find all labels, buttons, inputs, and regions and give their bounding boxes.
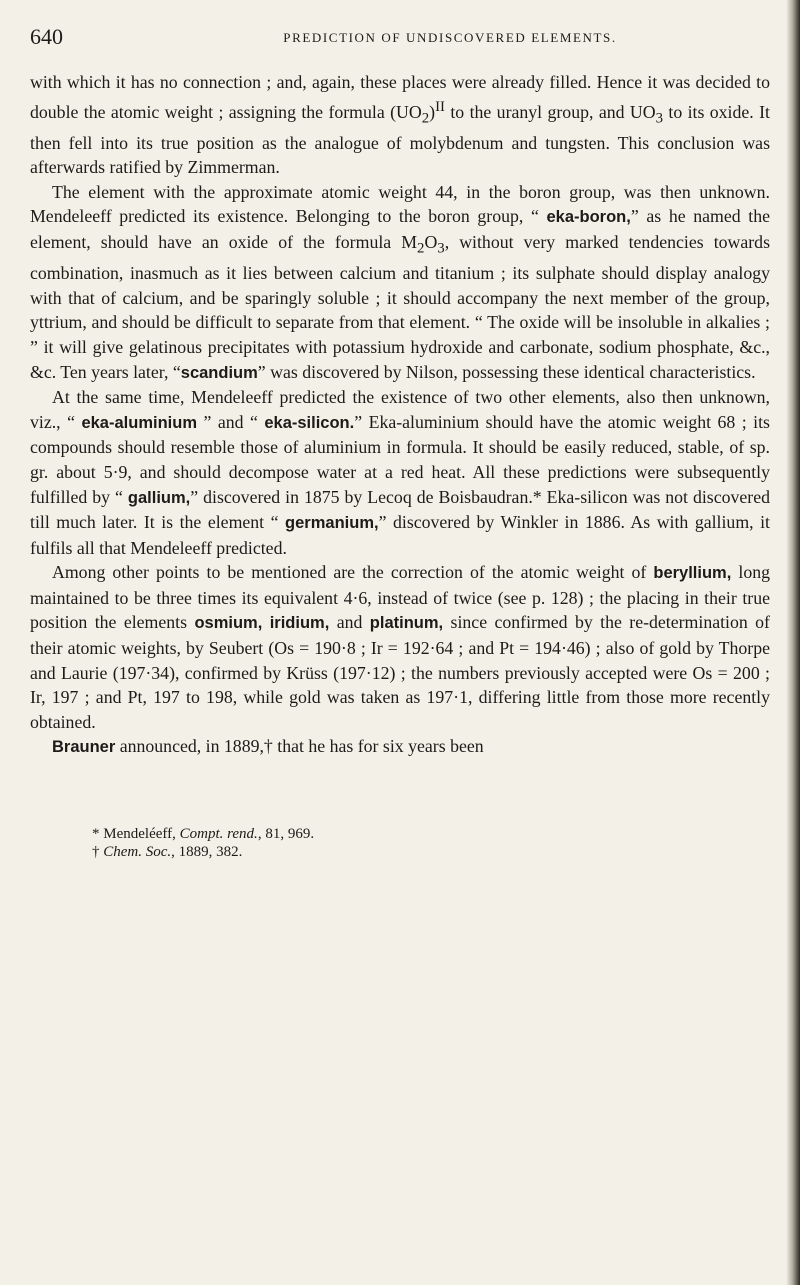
text-run: ” was discovered by Nilson, possessing these identical characteristics.: [257, 361, 756, 382]
text-run: with which it has no connection ; and, again, these places were already filled. Hence it was decided to double the atomic weight ; assigning the formula (UO: [30, 72, 770, 122]
body-text: [30, 70, 770, 760]
text-run: announced, in 1889,† that he has for six years been: [115, 736, 484, 757]
italic-text: Compt. rend.: [179, 826, 258, 842]
footnotes: [30, 825, 770, 861]
subscript: 2: [417, 240, 425, 257]
paragraph: [30, 560, 770, 734]
footnote: [30, 825, 770, 843]
text-run: * Mendeléeff,: [92, 826, 180, 842]
paragraph: [30, 734, 770, 760]
italic-text: Chem. Soc.: [103, 844, 172, 860]
paragraph: [30, 385, 770, 560]
text-run: and: [329, 612, 370, 633]
text-run: long maintained to be three times its equivalent 4·6, instead of twice (see p. 128) ; the placing in their true position the elements: [30, 562, 770, 633]
emphasized-term: eka-aluminium: [81, 413, 197, 432]
text-run: , 81, 969.: [257, 826, 315, 842]
emphasized-term: eka-silicon.: [264, 413, 355, 432]
subscript: 2: [421, 110, 430, 127]
emphasized-term: scandium: [180, 363, 258, 382]
text-run: [262, 612, 269, 632]
page-number: 640: [30, 24, 63, 49]
text-run: ” as he named the element, should have an oxide of the formula M: [30, 206, 770, 253]
emphasized-term: iridium,: [269, 614, 330, 633]
emphasized-term: eka-boron,: [546, 208, 631, 227]
text-run: since confirmed by the re-determination of their atomic weights, by Seubert (Os = 190·8 ; Ir = 192·64 ; and Pt = 194·46) ; also of gold by Thorpe and Laurie (197·34), confirmed by Krüss (197·12) ; the numbers previously accepted were Os = 200 ; Ir, 197 ; and Pt, 197 to 198, while gold was taken as 197·1, differing little from those more recently obtained.: [30, 612, 770, 732]
text-run: ” discovered in 1875 by Lecoq de Boisbaudran.* Eka-silicon was not discovered till much later. It is the element “: [30, 486, 770, 533]
text-run: , 1889, 382.: [171, 844, 243, 860]
text-run: ” Eka-aluminium should have the atomic weight 68 ; its compounds should resemble those of aluminium in formula. It should be easily reduced, stable, of sp. gr. about 5·9, and should decompose water at a red heat. All these predictions were subsequently fulfilled by “: [30, 411, 770, 507]
emphasized-term: osmium,: [194, 614, 263, 633]
text-run: ” and “: [197, 411, 265, 432]
emphasized-term: beryllium,: [653, 564, 732, 583]
subscript: 3: [437, 240, 445, 257]
text-run: to its oxide. It then fell into its true position as the analogue of molybdenum and tungsten. This conclusion was afterwards ratified by Zimmerman.: [30, 101, 770, 178]
page-edge-shadow: [786, 0, 800, 1285]
emphasized-term: Brauner: [52, 738, 116, 757]
text-run: to the uranyl group, and UO: [444, 101, 656, 122]
text-run: O: [424, 232, 438, 253]
paragraph: [30, 70, 770, 180]
text-run: Among other points to be mentioned are the correction of the atomic weight of: [52, 562, 654, 583]
paragraph: [30, 180, 770, 385]
text-run: The element with the approximate atomic weight 44, in the boron group, was then unknown. Mendeleeff predicted its existence. Belonging to the boron group, “: [30, 181, 770, 227]
subscript: 3: [655, 110, 663, 127]
text-run: †: [92, 844, 104, 860]
text-run: At the same time, Mendeleeff predicted the existence of two other elements, also then unknown, viz., “: [30, 387, 770, 432]
running-title: PREDICTION OF UNDISCOVERED ELEMENTS.: [283, 30, 617, 45]
text-run: ): [429, 101, 436, 122]
text-run: , without very marked tendencies towards combination, inasmuch as it lies between calcium and titanium ; its sulphate should display analogy with that of calcium, and be sparingly soluble ; it should accompany the next member of the group, yttrium, and should be difficult to separate from that element. “ The oxide will be insoluble in alkalies ; ” it will give gelatinous precipitates with potassium hydroxide and carbonate, sodium phosphate, &c., &c. Ten years later, “: [30, 232, 770, 382]
emphasized-term: platinum,: [369, 614, 444, 633]
emphasized-term: gallium,: [127, 488, 191, 507]
superscript: II: [435, 98, 445, 115]
text-run: ” discovered by Winkler in 1886. As with gallium, it fulfils all that Mendeleeff predicted.: [30, 512, 770, 558]
emphasized-term: germanium,: [285, 514, 379, 533]
footnote: [30, 843, 770, 861]
page-header: [30, 24, 770, 58]
